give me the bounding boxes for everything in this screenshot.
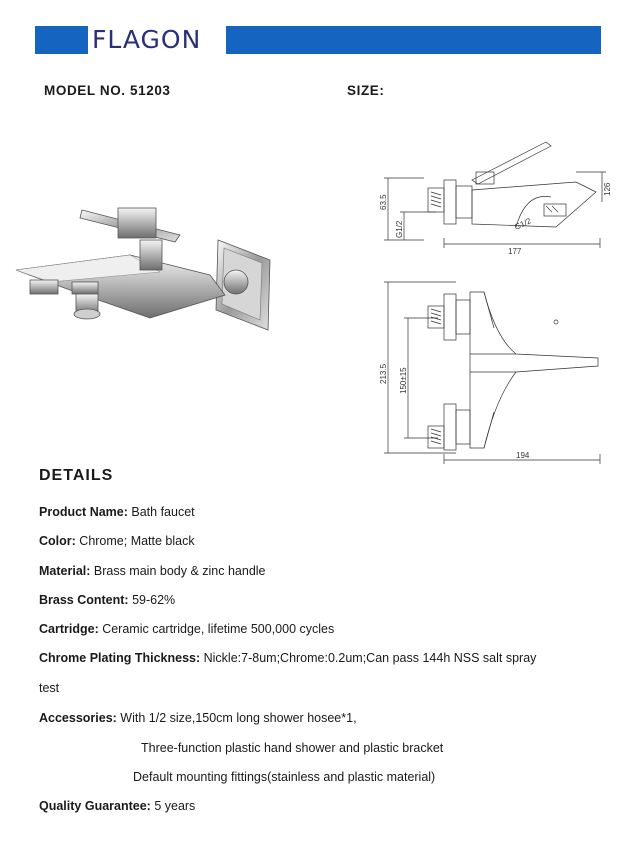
cartridge-value: Ceramic cartridge, lifetime 500,000 cycles	[98, 622, 335, 636]
detail-accessories	[39, 710, 357, 726]
brass-content-value: 59-62%	[128, 593, 176, 607]
accessories-value: With 1/2 size,150cm long shower hosee*1,	[116, 711, 357, 725]
detail-material	[39, 563, 266, 579]
dim-g12-left: G1/2	[395, 220, 404, 238]
faucet-product-image	[10, 200, 280, 335]
plating-value: Nickle:7-8um;Chrome:0.2um;Can pass 144h NSS salt spray	[200, 651, 537, 665]
detail-plating	[39, 650, 536, 666]
detail-color	[39, 533, 195, 549]
dim-126: 126	[603, 182, 612, 196]
size-heading: SIZE:	[347, 83, 385, 98]
dim-g12-right: G1/2	[513, 216, 533, 232]
dim-213-5: 213.5	[379, 363, 388, 384]
color-label: Color:	[39, 534, 76, 548]
material-value: Brass main body & zinc handle	[90, 564, 266, 578]
model-number: MODEL NO. 51203	[44, 83, 171, 98]
header-banner-left	[35, 26, 88, 54]
accessories-label: Accessories:	[39, 711, 117, 725]
brass-content-label: Brass Content:	[39, 593, 129, 607]
product-name-value: Bath faucet	[127, 505, 195, 519]
header-banner-right	[226, 26, 601, 54]
detail-quality-guarantee	[39, 798, 195, 814]
material-label: Material:	[39, 564, 91, 578]
accessories-line-2: Three-function plastic hand shower and plastic bracket	[141, 741, 444, 755]
dim-177: 177	[508, 247, 522, 256]
accessories-line-3: Default mounting fittings(stainless and plastic material)	[133, 770, 436, 784]
detail-brass-content	[39, 592, 175, 608]
detail-cartridge	[39, 621, 334, 637]
color-value: Chrome; Matte black	[75, 534, 195, 548]
guarantee-label: Quality Guarantee:	[39, 799, 151, 813]
details-heading: DETAILS	[39, 467, 114, 484]
product-name-label: Product Name:	[39, 505, 128, 519]
detail-product-name	[39, 504, 195, 520]
front-view-drawing	[376, 278, 612, 468]
brand-logo: FLAGON	[92, 25, 202, 54]
plating-label: Chrome Plating Thickness:	[39, 651, 201, 665]
dim-63-5: 63.5	[379, 194, 388, 210]
dim-194: 194	[516, 451, 530, 460]
plating-continuation: test	[39, 681, 60, 695]
side-view-drawing	[376, 132, 612, 260]
guarantee-value: 5 years	[150, 799, 196, 813]
dim-150-15: 150±15	[399, 367, 408, 394]
cartridge-label: Cartridge:	[39, 622, 99, 636]
